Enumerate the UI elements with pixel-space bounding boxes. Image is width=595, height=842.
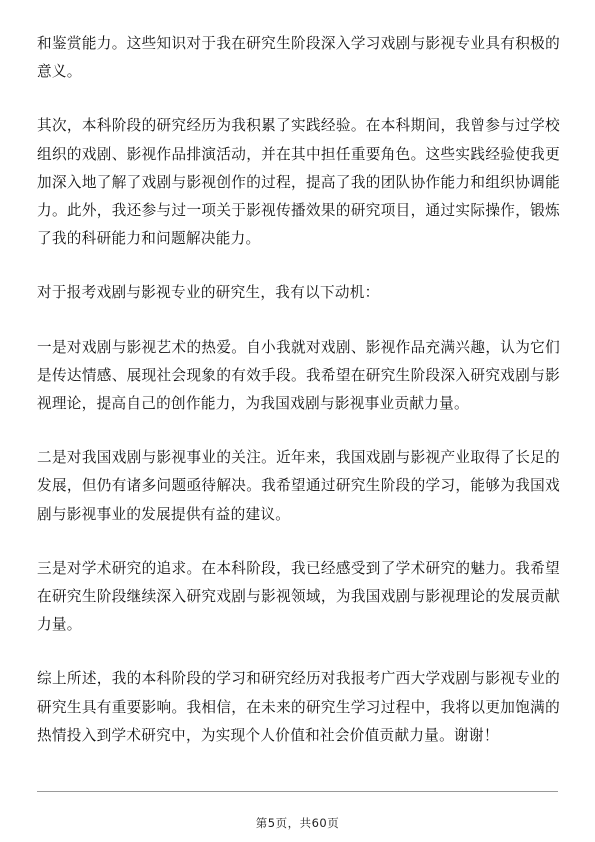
paragraph-6: 三是对学术研究的追求。在本科阶段，我已经感受到了学术研究的魅力。我希望在研究生阶段继续深入研究戏剧与影视领域，为我国戏剧与影视理论的发展贡献力量。: [37, 559, 560, 634]
paragraph-7: 综上所述，我的本科阶段的学习和研究经历对我报考广西大学戏剧与影视专业的研究生具有重要影响。我相信，在未来的研究生学习过程中，我将以更加饱满的热情投入到学术研究中，为实现个人价值和社会价值贡献力量。谢谢！: [37, 670, 560, 744]
paragraph-5: 二是对我国戏剧与影视事业的关注。近年来，我国戏剧与影视产业取得了长足的发展，但仍有诸多问题亟待解决。我希望通过研究生阶段的学习，能够为我国戏剧与影视事业的发展提供有益的建议。: [37, 449, 560, 523]
paragraph-2: 其次，本科阶段的研究经历为我积累了实践经验。在本科期间，我曾参与过学校组织的戏剧、影视作品排演活动，并在其中担任重要角色。这些实践经验使我更加深入地了解了戏剧与影视创作的过程，提高了我的团队协作能力和组织协调能力。此外，我还参与过一项关于影视传播效果的研究项目，通过实际操作，锻炼了我的科研能力和问题解决能力。: [37, 117, 560, 248]
document-body: [37, 30, 560, 776]
page-number: 第5页，共60页: [255, 816, 340, 830]
paragraph-4: 一是对戏剧与影视艺术的热爱。自小我就对戏剧、影视作品充满兴趣，认为它们是传达情感、展现社会现象的有效手段。我希望在研究生阶段深入研究戏剧与影视理论，提高自己的创作能力，为我国戏剧与影视事业贡献力量。: [37, 338, 560, 413]
paragraph-1: 和鉴赏能力。这些知识对于我在研究生阶段深入学习戏剧与影视专业具有积极的意义。: [37, 35, 560, 81]
paragraph-3: 对于报考戏剧与影视专业的研究生，我有以下动机：: [37, 284, 380, 302]
footer-divider: [37, 791, 558, 792]
